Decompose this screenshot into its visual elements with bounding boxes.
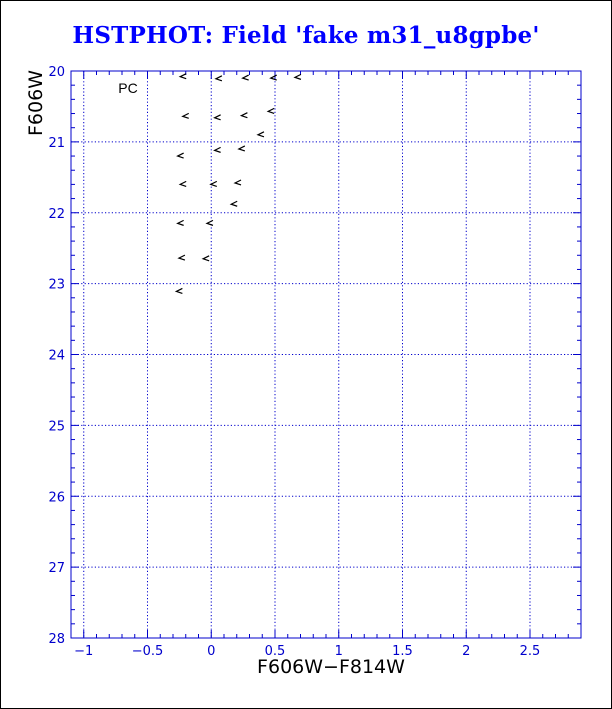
y-axis-label: F606W	[25, 70, 47, 136]
data-point	[203, 256, 209, 261]
data-point	[241, 113, 247, 118]
y-tick-label: 20	[48, 65, 65, 80]
grid-lines	[71, 71, 581, 638]
data-point	[243, 75, 249, 80]
chart-title: HSTPHOT: Field 'fake m31_u8gpbe'	[72, 22, 540, 49]
data-point	[178, 220, 184, 225]
y-tick-label: 26	[48, 490, 65, 506]
x-tick-label: 2	[462, 644, 471, 659]
x-tick-label: 0.5	[264, 644, 286, 659]
y-tick-labels	[48, 65, 65, 647]
data-point	[211, 181, 217, 186]
data-point	[183, 113, 189, 118]
x-tick-label: 0	[207, 644, 216, 659]
x-tick-label: 2.5	[519, 644, 541, 659]
data-point	[235, 180, 241, 185]
data-point	[180, 74, 186, 79]
y-tick-label: 24	[48, 348, 65, 364]
data-point	[231, 201, 237, 206]
data-point	[178, 153, 184, 158]
y-tick-label: 28	[48, 632, 65, 647]
x-tick-label: 1.5	[392, 644, 413, 659]
data-point	[295, 74, 301, 79]
data-point	[239, 146, 245, 151]
data-point	[180, 181, 186, 186]
data-points	[176, 74, 301, 294]
data-point	[216, 76, 222, 81]
data-point	[207, 220, 213, 225]
x-axis-label: F606W−F814W	[257, 656, 405, 678]
data-point	[215, 147, 221, 152]
data-point	[258, 132, 264, 137]
pc-annotation: PC	[118, 80, 138, 96]
y-tick-label: 25	[48, 419, 65, 435]
x-tick-label: −0.5	[131, 644, 164, 659]
y-tick-label: 27	[48, 561, 65, 577]
x-tick-label: 1	[334, 644, 343, 659]
data-point	[271, 75, 277, 80]
data-point	[179, 255, 185, 260]
x-tick-label: −1	[74, 644, 94, 659]
y-tick-label: 23	[48, 277, 65, 293]
data-point	[268, 108, 274, 113]
y-tick-label: 21	[48, 135, 65, 151]
data-point	[176, 288, 182, 293]
data-point	[215, 115, 221, 120]
y-tick-label: 22	[48, 206, 65, 222]
